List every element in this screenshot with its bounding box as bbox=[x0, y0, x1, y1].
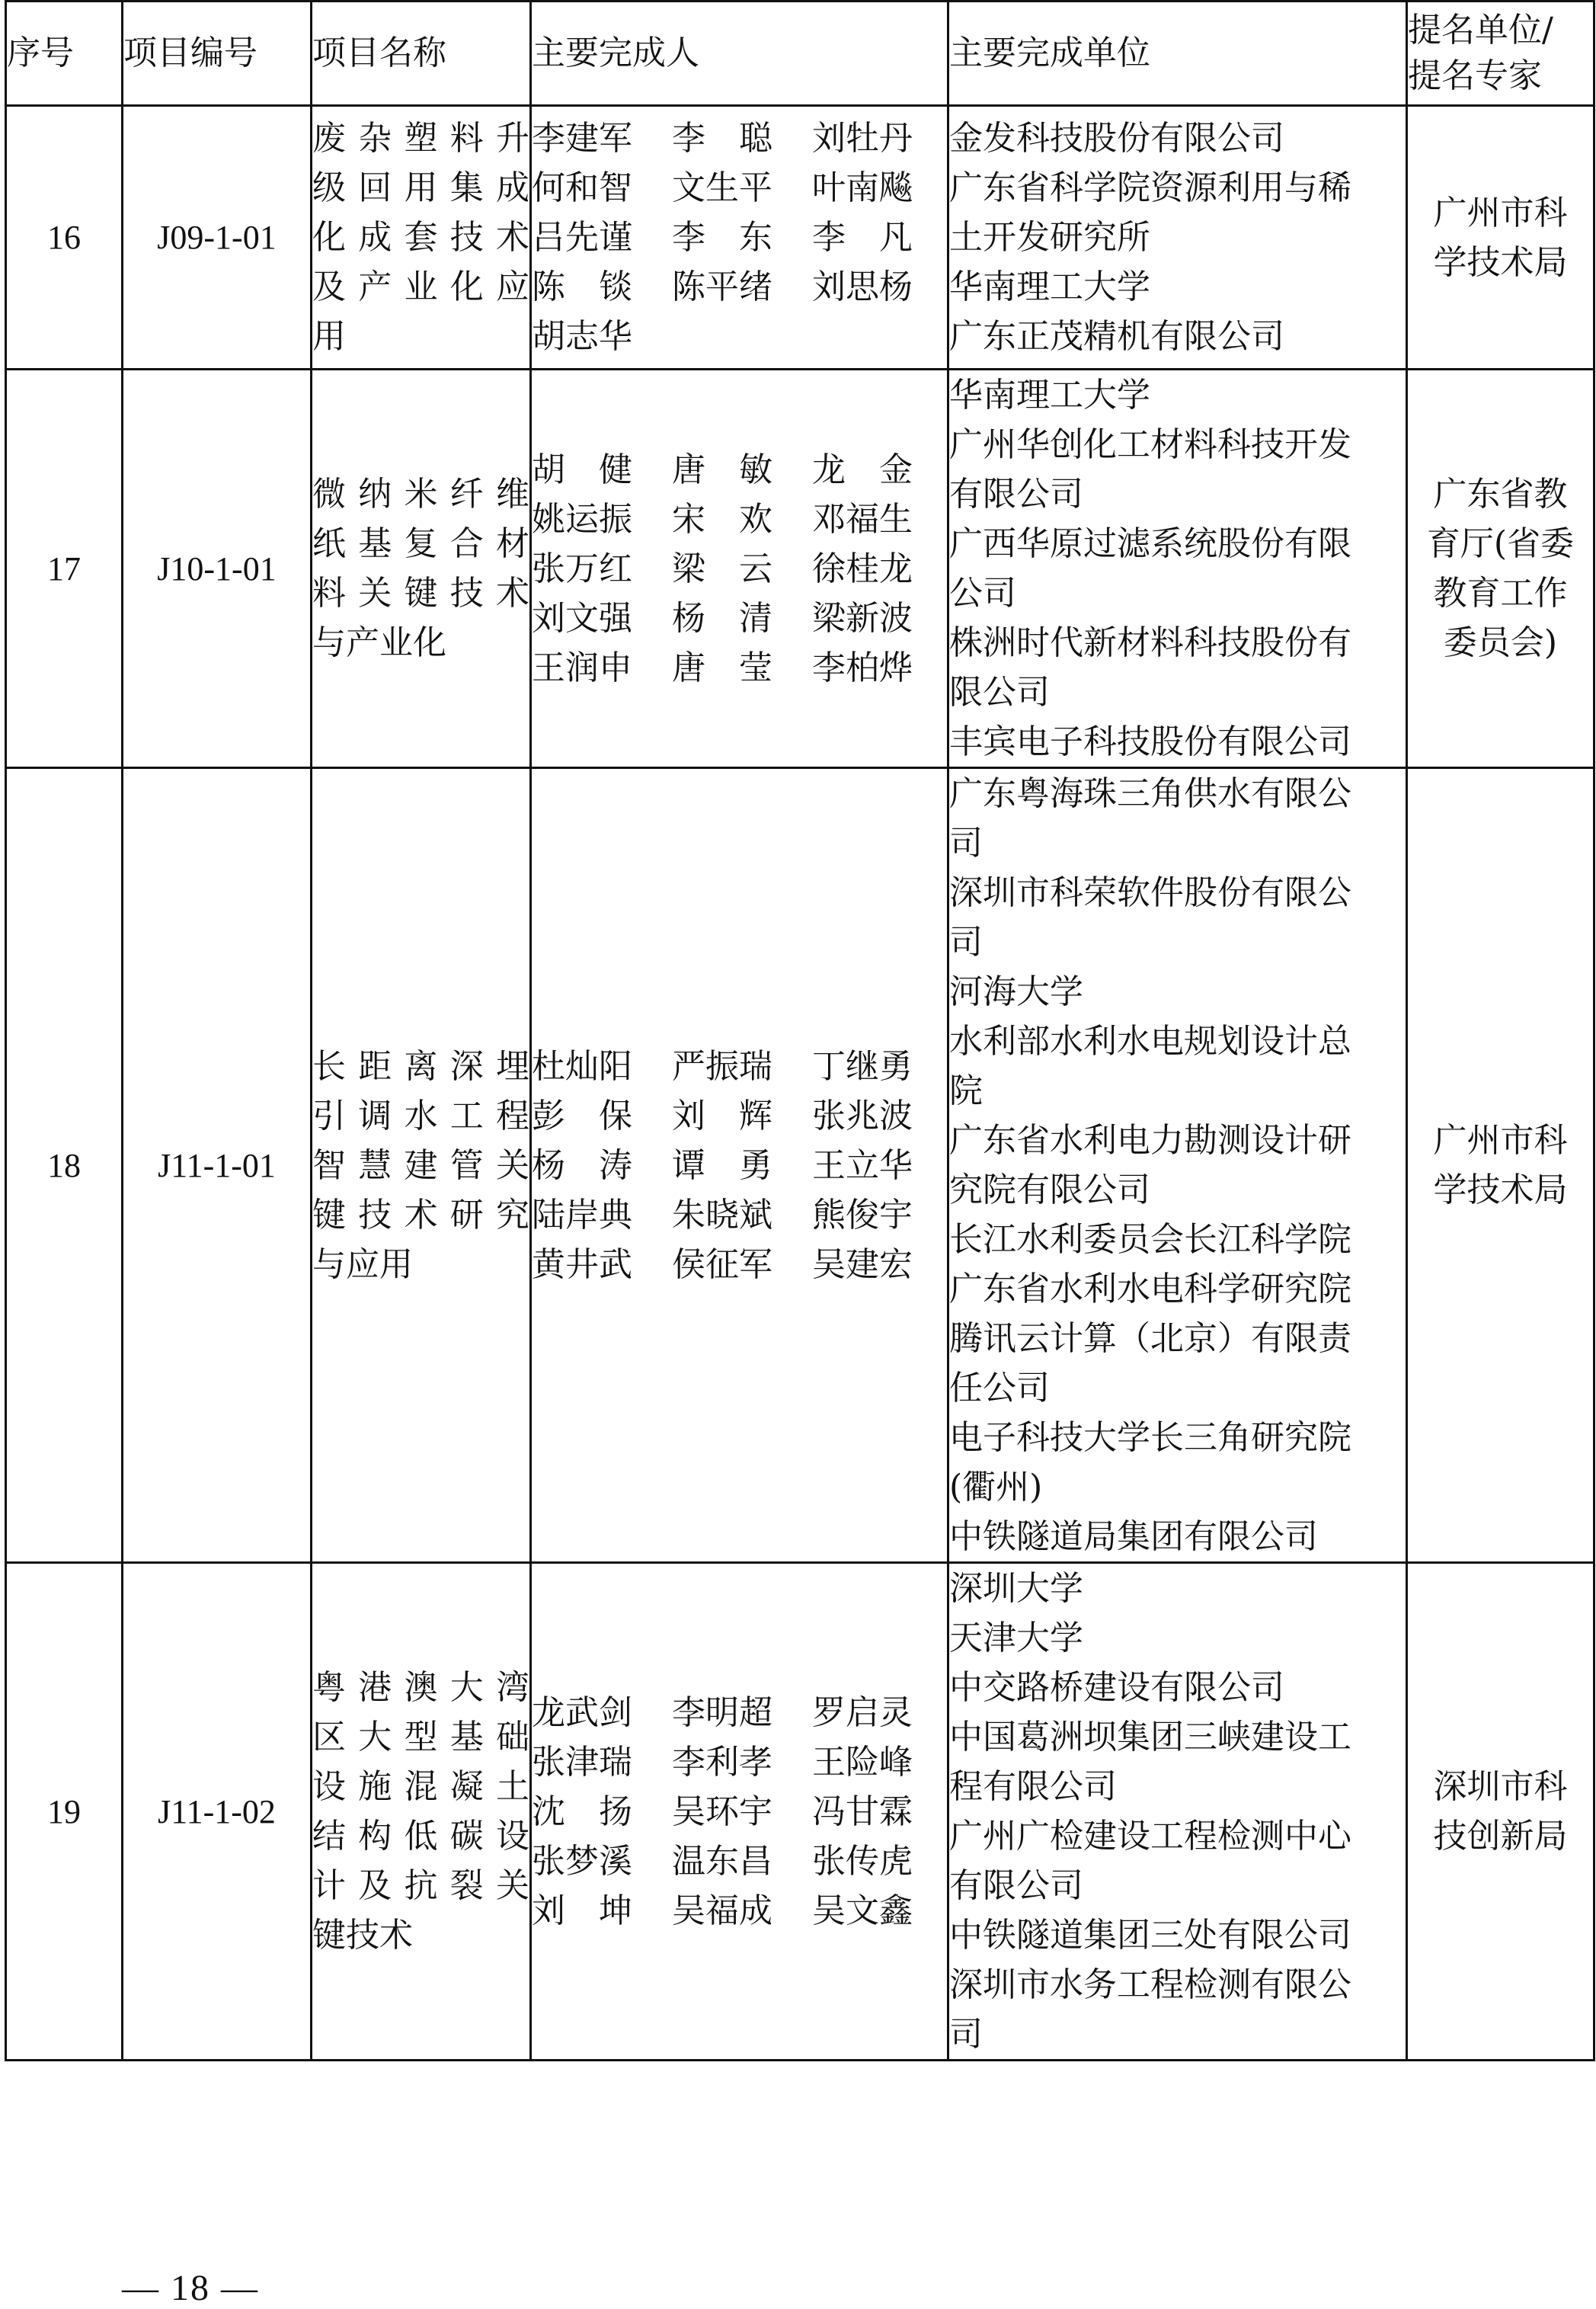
unit-line: 长江水利委员会长江科学院 bbox=[949, 1220, 1351, 1259]
nominator-line: 学技术局 bbox=[1433, 1171, 1568, 1209]
row-main-contributors bbox=[531, 370, 948, 768]
contributor-name: 龙 金 bbox=[812, 450, 913, 489]
contributor-name: 罗启灵 bbox=[812, 1693, 913, 1732]
contributor-name: 文生平 bbox=[672, 168, 772, 207]
contributors-line bbox=[532, 1837, 947, 1886]
contributors-line bbox=[532, 114, 947, 163]
unit-line: 中铁隧道集团三处有限公司 bbox=[949, 1916, 1351, 1955]
table-row bbox=[6, 106, 1594, 370]
contributor-name: 叶南飚 bbox=[812, 168, 913, 207]
contributor-name: 陈平绪 bbox=[672, 267, 772, 306]
unit-line: 程有限公司 bbox=[949, 1767, 1117, 1806]
contributor-name: 张万红 bbox=[532, 549, 632, 588]
contributor-name: 徐桂龙 bbox=[812, 549, 913, 588]
contributor-name: 刘牡丹 bbox=[812, 119, 913, 158]
contributor-name: 李明超 bbox=[672, 1693, 772, 1732]
contributor-name: 何和智 bbox=[532, 168, 632, 207]
contributor-name: 刘 坤 bbox=[532, 1891, 632, 1930]
project-name-line: 废杂塑料升 bbox=[312, 119, 529, 158]
unit-line: 深圳市科荣软件股份有限公 bbox=[949, 873, 1351, 912]
unit-line: (衢州) bbox=[949, 1468, 1043, 1507]
contributor-name: 吴福成 bbox=[672, 1891, 772, 1930]
row-nominator bbox=[1407, 768, 1594, 1563]
project-name-line: 结构低碳设 bbox=[312, 1817, 529, 1856]
row-main-units bbox=[948, 370, 1407, 768]
contributor-name: 李建军 bbox=[532, 119, 632, 158]
contributor-name: 胡 健 bbox=[532, 450, 632, 489]
nominator-line: 委员会) bbox=[1443, 623, 1558, 662]
unit-line: 广东省水利水电科学研究院 bbox=[949, 1270, 1351, 1308]
contributor-name: 张津瑞 bbox=[532, 1742, 632, 1782]
contributor-name: 唐 莹 bbox=[672, 648, 772, 687]
contributor-name: 侯征军 bbox=[672, 1244, 772, 1284]
contributors-line bbox=[532, 1737, 947, 1787]
contributor-name: 李 聪 bbox=[672, 119, 772, 158]
contributor-name: 宋 欢 bbox=[672, 499, 772, 539]
project-name-line: 微纳米纤维 bbox=[312, 475, 529, 514]
nominator-line: 教育工作 bbox=[1433, 574, 1568, 613]
unit-line: 司 bbox=[949, 2015, 983, 2054]
project-name-line: 计及抗裂关 bbox=[312, 1866, 529, 1905]
contributors-line bbox=[532, 213, 947, 262]
table-header-row bbox=[6, 2, 1594, 106]
contributor-name: 黄井武 bbox=[532, 1244, 632, 1284]
row-project-name bbox=[312, 106, 531, 370]
header-nominator-line: 提名专家 bbox=[1408, 56, 1542, 95]
row-project-code: J11-1-02 bbox=[123, 1563, 312, 2061]
table-row bbox=[6, 370, 1594, 768]
unit-line: 有限公司 bbox=[949, 475, 1083, 514]
unit-line: 华南理工大学 bbox=[949, 376, 1150, 415]
contributor-name: 王险峰 bbox=[812, 1742, 913, 1782]
unit-line: 有限公司 bbox=[949, 1866, 1083, 1905]
unit-line: 水利部水利水电规划设计总 bbox=[949, 1022, 1351, 1061]
project-name-line: 及产业化应 bbox=[312, 267, 529, 306]
contributor-name: 龙武剑 bbox=[532, 1693, 632, 1732]
contributor-name: 彭 保 bbox=[532, 1096, 632, 1135]
contributor-name: 李 东 bbox=[672, 218, 772, 257]
contributor-name: 吴建宏 bbox=[812, 1244, 913, 1284]
row-main-units bbox=[948, 106, 1407, 370]
contributor-name: 杨 涛 bbox=[532, 1145, 632, 1185]
header-main-units: 主要完成单位 bbox=[948, 2, 1407, 106]
contributors-line bbox=[532, 1688, 947, 1737]
unit-line: 司 bbox=[949, 824, 983, 863]
project-name-line: 级回用集成 bbox=[312, 168, 529, 207]
contributors-line bbox=[532, 1190, 947, 1240]
project-name-line: 料关键技术 bbox=[312, 574, 529, 613]
contributors-line bbox=[532, 1787, 947, 1837]
contributor-name: 杜灿阳 bbox=[532, 1046, 632, 1086]
contributor-name: 张梦溪 bbox=[532, 1841, 632, 1881]
unit-line: 广州华创化工材料科技开发 bbox=[949, 425, 1351, 464]
contributors-line bbox=[532, 1042, 947, 1091]
contributor-name: 朱晓斌 bbox=[672, 1195, 772, 1235]
project-name-line: 引调水工程 bbox=[312, 1096, 529, 1135]
unit-line: 限公司 bbox=[949, 673, 1050, 712]
contributor-name: 王立华 bbox=[812, 1145, 913, 1185]
header-project-name: 项目名称 bbox=[312, 2, 531, 106]
table-row bbox=[6, 1563, 1594, 2061]
contributor-name: 刘思杨 bbox=[812, 267, 913, 306]
unit-line: 土开发研究所 bbox=[949, 218, 1150, 257]
project-name-line: 长距离深埋 bbox=[312, 1046, 529, 1086]
unit-line: 河海大学 bbox=[949, 972, 1083, 1011]
project-name-line: 化成套技术 bbox=[312, 218, 529, 257]
header-index: 序号 bbox=[6, 2, 123, 106]
nominator-line: 学技术局 bbox=[1433, 242, 1568, 282]
row-index: 18 bbox=[6, 768, 123, 1563]
contributor-name: 唐 敏 bbox=[672, 450, 772, 489]
unit-line: 华南理工大学 bbox=[949, 267, 1150, 306]
project-name-line: 粤港澳大湾 bbox=[312, 1668, 529, 1707]
contributors-line bbox=[532, 262, 947, 312]
row-main-contributors bbox=[531, 768, 948, 1563]
project-name-line: 区大型基础 bbox=[312, 1718, 529, 1757]
project-name-line: 纸基复合材 bbox=[312, 524, 529, 563]
unit-line: 广西华原过滤系统股份有限 bbox=[949, 524, 1351, 563]
project-name-line: 智慧建管关 bbox=[312, 1145, 529, 1185]
unit-line: 广州广检建设工程检测中心 bbox=[949, 1817, 1351, 1856]
unit-line: 广东正茂精机有限公司 bbox=[949, 317, 1284, 356]
unit-line: 天津大学 bbox=[949, 1619, 1083, 1657]
unit-line: 广东粤海珠三角供水有限公 bbox=[949, 774, 1351, 813]
unit-line: 金发科技股份有限公司 bbox=[949, 119, 1284, 158]
contributor-name: 陈 锬 bbox=[532, 267, 632, 306]
page-number: — 18 — bbox=[122, 2268, 259, 2308]
project-name-line: 与产业化 bbox=[312, 623, 446, 662]
row-project-code: J10-1-01 bbox=[123, 370, 312, 768]
contributor-name: 刘文强 bbox=[532, 598, 632, 638]
header-nominator-line: 提名单位/ bbox=[1408, 11, 1553, 50]
contributor-name: 严振瑞 bbox=[672, 1046, 772, 1086]
project-name-line: 键技术 bbox=[312, 1916, 413, 1955]
row-project-name bbox=[312, 370, 531, 768]
contributor-name: 李柏烨 bbox=[812, 648, 913, 687]
unit-line: 司 bbox=[949, 923, 983, 962]
contributor-name: 熊俊宇 bbox=[812, 1195, 913, 1235]
row-main-contributors bbox=[531, 106, 948, 370]
contributor-name: 张兆波 bbox=[812, 1096, 913, 1135]
contributors-line bbox=[532, 312, 947, 361]
contributor-name: 邓福生 bbox=[812, 499, 913, 539]
unit-line: 深圳市水务工程检测有限公 bbox=[949, 1965, 1351, 2004]
contributor-name: 陆岸典 bbox=[532, 1195, 632, 1235]
header-project-code: 项目编号 bbox=[123, 2, 312, 106]
row-project-code: J11-1-01 bbox=[123, 768, 312, 1563]
row-project-code: J09-1-01 bbox=[123, 106, 312, 370]
row-nominator bbox=[1407, 106, 1594, 370]
contributor-name: 李 凡 bbox=[812, 218, 913, 257]
unit-line: 深圳大学 bbox=[949, 1569, 1083, 1608]
row-index: 17 bbox=[6, 370, 123, 768]
contributor-name: 李利孝 bbox=[672, 1742, 772, 1782]
contributors-line bbox=[532, 1141, 947, 1190]
contributors-line bbox=[532, 1240, 947, 1289]
award-table bbox=[5, 0, 1595, 2061]
unit-line: 广东省水利电力勘测设计研 bbox=[949, 1121, 1351, 1160]
nominator-line: 深圳市科 bbox=[1433, 1767, 1568, 1806]
contributor-name: 沈 扬 bbox=[532, 1792, 632, 1831]
contributor-name: 温东昌 bbox=[672, 1841, 772, 1881]
unit-line: 院 bbox=[949, 1071, 983, 1110]
contributor-name: 吴环宇 bbox=[672, 1792, 772, 1831]
contributor-name: 王润申 bbox=[532, 648, 632, 687]
project-name-line: 键技术研究 bbox=[312, 1195, 529, 1235]
contributors-line bbox=[532, 445, 947, 495]
contributor-name: 张传虎 bbox=[812, 1841, 913, 1881]
unit-line: 公司 bbox=[949, 574, 1016, 613]
unit-line: 腾讯云计算（北京）有限责 bbox=[949, 1319, 1351, 1358]
row-main-units bbox=[948, 1563, 1407, 2061]
project-name-line: 与应用 bbox=[312, 1244, 413, 1284]
unit-line: 中铁隧道局集团有限公司 bbox=[949, 1517, 1318, 1556]
unit-line: 中国葛洲坝集团三峡建设工 bbox=[949, 1718, 1351, 1757]
contributor-name: 梁新波 bbox=[812, 598, 913, 638]
contributors-line bbox=[532, 544, 947, 594]
header-nominator bbox=[1407, 2, 1594, 106]
contributor-name: 杨 清 bbox=[672, 598, 772, 638]
contributor-name: 冯甘霖 bbox=[812, 1792, 913, 1831]
row-main-contributors bbox=[531, 1563, 948, 2061]
unit-line: 究院有限公司 bbox=[949, 1171, 1150, 1209]
nominator-line: 广州市科 bbox=[1433, 1121, 1568, 1160]
nominator-line: 广州市科 bbox=[1433, 193, 1568, 232]
table-row bbox=[6, 768, 1594, 1563]
contributor-name: 梁 云 bbox=[672, 549, 772, 588]
unit-line: 广东省科学院资源利用与稀 bbox=[949, 168, 1351, 207]
contributors-line bbox=[532, 643, 947, 693]
unit-line: 电子科技大学长三角研究院 bbox=[949, 1418, 1351, 1457]
contributors-line bbox=[532, 163, 947, 213]
row-project-name bbox=[312, 768, 531, 1563]
contributor-name: 吴文鑫 bbox=[812, 1891, 913, 1930]
nominator-line: 广东省教 bbox=[1433, 475, 1568, 514]
contributor-name: 刘 辉 bbox=[672, 1096, 772, 1135]
header-main-contributors: 主要完成人 bbox=[531, 2, 948, 106]
nominator-line: 技创新局 bbox=[1433, 1817, 1568, 1856]
row-nominator bbox=[1407, 370, 1594, 768]
contributor-name: 吕先谨 bbox=[532, 218, 632, 257]
contributors-line bbox=[532, 1886, 947, 1936]
project-name-line: 用 bbox=[312, 317, 346, 356]
contributors-line bbox=[532, 594, 947, 643]
row-nominator bbox=[1407, 1563, 1594, 2061]
row-index: 16 bbox=[6, 106, 123, 370]
unit-line: 任公司 bbox=[949, 1369, 1050, 1407]
contributor-name: 胡志华 bbox=[532, 317, 632, 356]
row-main-units bbox=[948, 768, 1407, 1563]
contributors-line bbox=[532, 495, 947, 544]
row-project-name bbox=[312, 1563, 531, 2061]
contributors-line bbox=[532, 1091, 947, 1141]
nominator-line: 育厅(省委 bbox=[1426, 524, 1575, 563]
unit-line: 中交路桥建设有限公司 bbox=[949, 1668, 1284, 1707]
row-index: 19 bbox=[6, 1563, 123, 2061]
project-name-line: 设施混凝土 bbox=[312, 1767, 529, 1806]
contributor-name: 谭 勇 bbox=[672, 1145, 772, 1185]
contributor-name: 姚运振 bbox=[532, 499, 632, 539]
contributor-name: 丁继勇 bbox=[812, 1046, 913, 1086]
unit-line: 株洲时代新材料科技股份有 bbox=[949, 623, 1351, 662]
unit-line: 丰宾电子科技股份有限公司 bbox=[949, 722, 1351, 761]
